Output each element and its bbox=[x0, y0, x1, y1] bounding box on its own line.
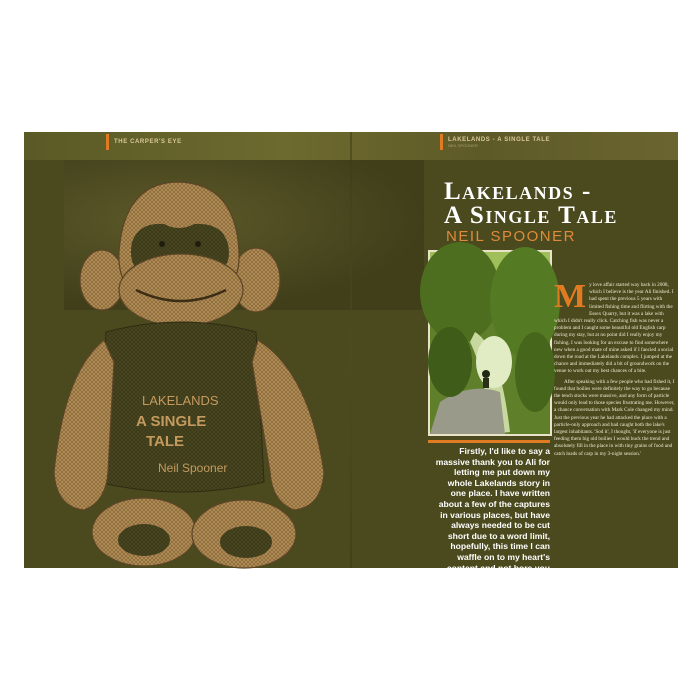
shirt-text-line4: Neil Spooner bbox=[158, 461, 228, 475]
drop-cap: M bbox=[554, 278, 587, 315]
header-accent-bar bbox=[106, 134, 109, 150]
section-title: THE CARPER'S EYE bbox=[114, 139, 182, 145]
article-title-line2: A Single Tale bbox=[444, 202, 618, 229]
article-body bbox=[554, 278, 676, 461]
article-title bbox=[444, 180, 674, 228]
running-author: NEIL SPOONER bbox=[448, 142, 478, 148]
shirt-text-line3: TALE bbox=[146, 433, 185, 450]
header-accent-bar bbox=[440, 134, 443, 150]
right-page-header bbox=[440, 134, 550, 150]
knitted-monkey-illustration bbox=[24, 172, 364, 572]
pull-quote: Firstly, I'd like to say a massive thank you to Ali for letting me put down my whole Lakelands story in one place. I have written about a few of the captures in various places, but have always needed to be cut short due to a word limit, hopefully, this time I can waffle on to my heart's content and not bore you too much! bbox=[435, 446, 550, 584]
article-title-line1: Lakelands - bbox=[444, 178, 592, 205]
river-photo-image bbox=[430, 252, 550, 434]
magazine-spread bbox=[24, 132, 678, 584]
running-title: LAKELANDS - A SINGLE TALE bbox=[448, 136, 551, 143]
river-photo bbox=[428, 250, 552, 436]
paragraph-1-text: y love affair started way back in 2008, which I believe is the year Ali finished. I had spent the previous 5 years with limited fishing time and flirting with the Essex Quarry, but it was a lake with which I didn't really click. Catching fish was never a problem and I caught some beautiful old English carp during my stay, but at no point did I really enjoy my fishing. I was looking for an excuse to find somewhere new when a good mate of mine asked if I fancied a social down the road at the Lakelands complex. I jumped at the chance and immediately did a bit of groundwork on the venue to work out my best chances of a bite. bbox=[554, 282, 674, 375]
paragraph-2: After speaking with a few people who had fished it, I found that boilies were definitely the way to go because the tench stocks were massive, and any form of particle would only lead to those species frustrating me. However, a chance conversation with Mark Cole changed my mind. Just the previous year he had attacked the place with a particle-only approach and had caught both the lake's largest inhabitants. 'Sod it', I thought, 'if everyone is just feeding them big old boilies I would buck the trend and absolutely fill in the place in with tiny grains of food and catch loads of carp in my 3-night session.' bbox=[554, 378, 675, 457]
paragraph-1 bbox=[554, 278, 676, 376]
article-author: NEIL SPOONER bbox=[446, 228, 576, 245]
quote-rule-top bbox=[428, 440, 550, 443]
shirt-text-line1: LAKELANDS bbox=[142, 393, 219, 408]
left-page-header bbox=[106, 134, 182, 150]
shirt-text-line2: A SINGLE bbox=[136, 413, 207, 430]
